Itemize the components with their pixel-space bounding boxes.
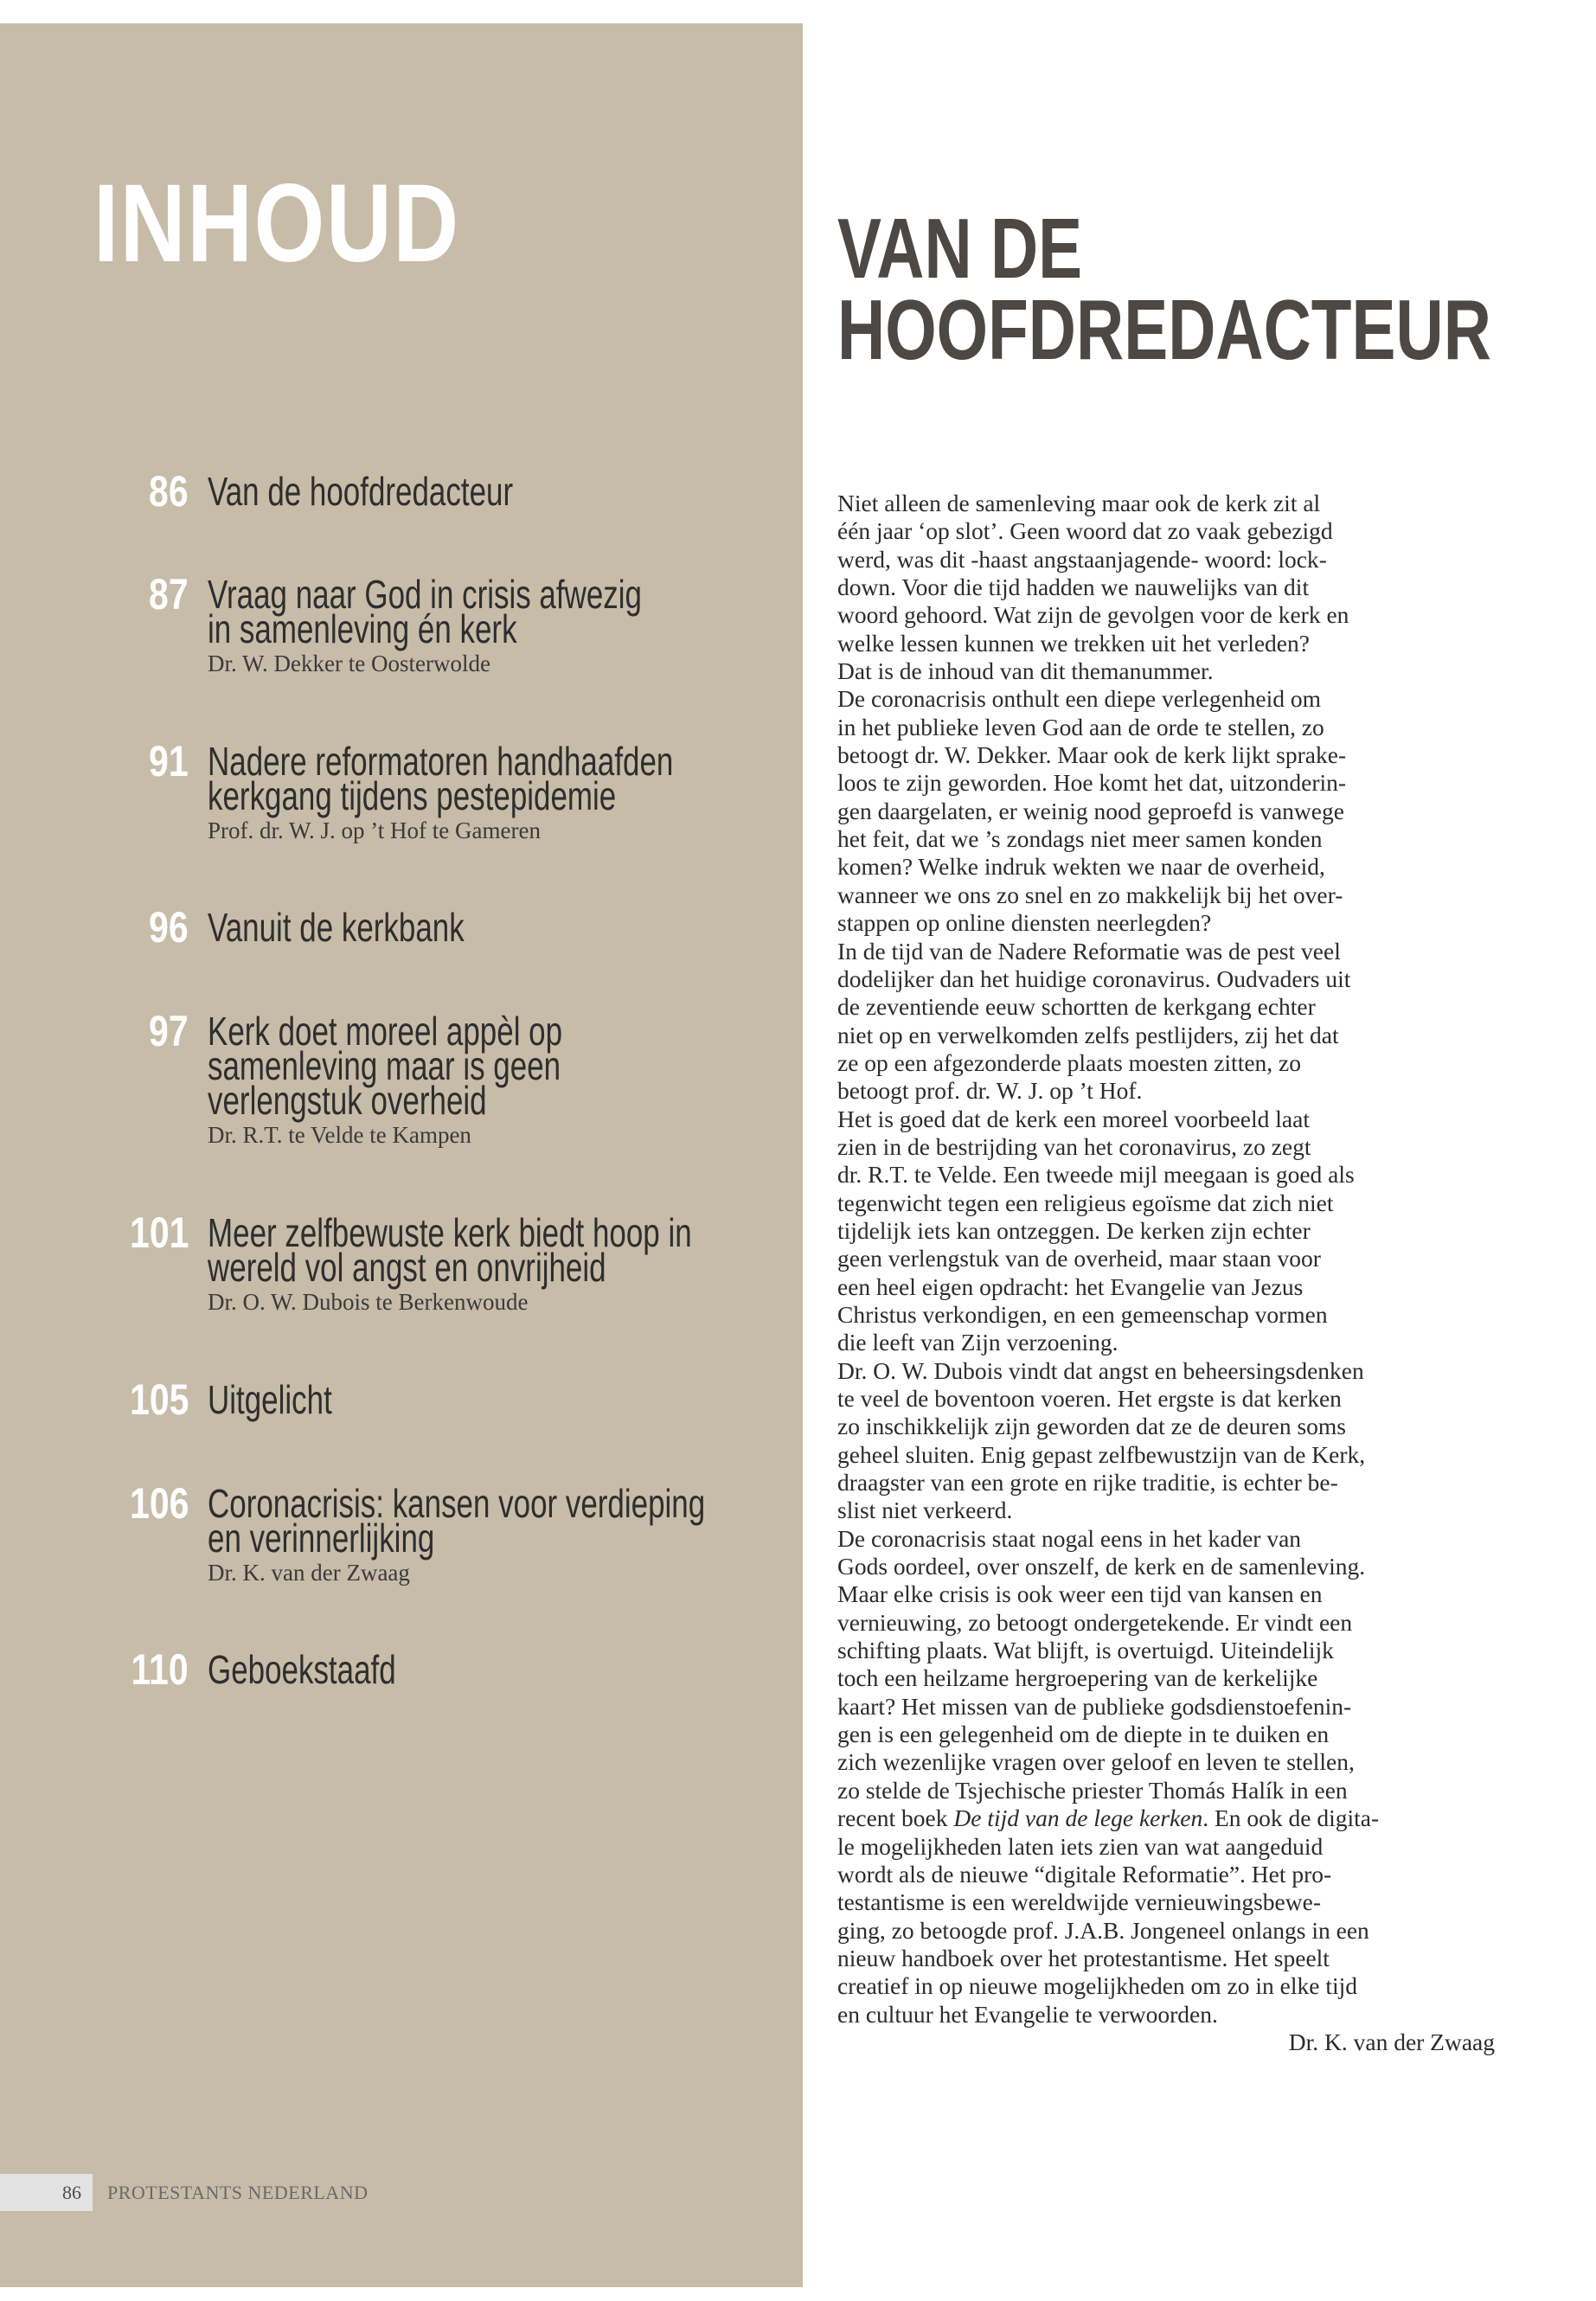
signature: Dr. K. van der Zwaag bbox=[1288, 2028, 1495, 2055]
page-number: 86 bbox=[62, 2182, 81, 2203]
toc-title bbox=[208, 469, 766, 514]
body-line: gen daargelaten, er weinig nood geproefd is vanwege bbox=[837, 797, 1344, 824]
body-line: het feit, dat we ’s zondags niet meer samen konden bbox=[837, 825, 1323, 853]
body-line: en cultuur het Evangelie te verwoorden. bbox=[837, 2000, 1218, 2028]
toc-title bbox=[208, 1210, 766, 1290]
toc-title-line: verlengstuk overheid bbox=[208, 1078, 487, 1123]
body-line: slist niet verkeerd. bbox=[837, 1497, 1013, 1524]
toc-page-number: 105 bbox=[129, 1375, 189, 1424]
toc-title-line: Meer zelfbewuste kerk biedt hoop in bbox=[208, 1210, 692, 1255]
body-line: schifting plaats. Wat blijft, is overtuigd. Uiteindelijk bbox=[837, 1637, 1334, 1664]
editorial-heading bbox=[837, 201, 1491, 377]
body-line: de zeventiende eeuw schortten de kerkgang echter bbox=[837, 993, 1316, 1021]
body-line: De coronacrisis staat nogal eens in het kader van bbox=[837, 1524, 1302, 1552]
body-line: geen verlengstuk van de overheid, maar staan voor bbox=[837, 1245, 1321, 1272]
body-line: woord gehoord. Wat zijn de gevolgen voor de kerk en bbox=[837, 601, 1349, 629]
body-line: Dr. O. W. Dubois vindt dat angst en beheersingsdenken bbox=[837, 1356, 1364, 1384]
body-line: le mogelijkheden laten iets zien van wat aangeduid bbox=[837, 1832, 1324, 1860]
body-line: testantisme is een wereldwijde vernieuwingsbewe- bbox=[837, 1888, 1321, 1916]
body-line: tijdelijk iets kan ontzeggen. De kerken zijn echter bbox=[837, 1216, 1311, 1244]
body-line: Gods oordeel, over onszelf, de kerk en de samenleving. bbox=[837, 1553, 1366, 1580]
body-line: nieuw handboek over het protestantisme. Het speelt bbox=[837, 1944, 1330, 1971]
body-line: gen is een gelegenheid om de diepte in te duiken en bbox=[837, 1721, 1330, 1748]
body-line: down. Voor die tijd hadden we nauwelijks van dit bbox=[837, 574, 1310, 601]
toc-title-line: Vanuit de kerkbank bbox=[208, 905, 465, 950]
body-line: komen? Welke indruk wekten we naar de overheid, bbox=[837, 853, 1325, 881]
toc-title-line: en verinnerlijking bbox=[208, 1516, 435, 1561]
toc-author: Dr. R.T. te Velde te Kampen bbox=[208, 1122, 471, 1148]
editorial-heading-line: HOOFDREDACTEUR bbox=[837, 282, 1491, 377]
toc-page-number: 86 bbox=[149, 467, 189, 516]
toc-page-number: 97 bbox=[149, 1007, 189, 1055]
toc-title-line: wereld vol angst en onvrijheid bbox=[208, 1245, 606, 1290]
body-line: ze op een afgezonderde plaats moesten zitten, zo bbox=[837, 1048, 1301, 1076]
body-line: Het is goed dat de kerk een moreel voorbeeld laat bbox=[837, 1105, 1310, 1132]
contents-heading: INHOUD bbox=[93, 162, 460, 285]
toc-title bbox=[208, 1009, 766, 1123]
toc-title-line: Coronacrisis: kansen voor verdieping bbox=[208, 1481, 706, 1526]
body-text: recent boek bbox=[837, 1804, 954, 1832]
body-line: draagster van een grote en rijke traditie, is echter be- bbox=[837, 1469, 1338, 1497]
body-line: De coronacrisis onthult een diepe verlegenheid om bbox=[837, 685, 1321, 713]
toc-title-line: Vraag naar God in crisis afwezig bbox=[208, 572, 642, 617]
toc-page-number: 91 bbox=[149, 737, 189, 785]
toc-page-number: 96 bbox=[149, 903, 189, 952]
body-line: zo stelde de Tsjechische priester Thomás Halík in een bbox=[837, 1776, 1348, 1804]
body-line: zien in de bestrijding van het coronavirus, zo zegt bbox=[837, 1132, 1311, 1160]
toc-title bbox=[208, 905, 766, 950]
body-line: niet op en verwelkomden zelfs pestlijders, zij het dat bbox=[837, 1021, 1339, 1048]
toc-title-line: in samenleving én kerk bbox=[208, 606, 517, 651]
toc-title bbox=[208, 1377, 766, 1422]
toc-author: Dr. O. W. Dubois te Berkenwoude bbox=[208, 1289, 529, 1315]
body-line: te veel de boventoon voeren. Het ergste is dat kerken bbox=[837, 1385, 1342, 1412]
editorial-body bbox=[837, 490, 1495, 2056]
body-line: stappen op online diensten neerlegden? bbox=[837, 909, 1212, 937]
body-line: wordt als de nieuwe “digitale Reformatie”. Het pro- bbox=[837, 1860, 1332, 1888]
editorial-heading-line: VAN DE bbox=[837, 201, 1083, 296]
body-line: wanneer we ons zo snel en zo makkelijk bij het over- bbox=[837, 881, 1343, 908]
toc-title bbox=[208, 739, 766, 818]
body-line: welke lessen kunnen we trekken uit het verleden? bbox=[837, 629, 1310, 657]
body-line: Dat is de inhoud van dit themanummer. bbox=[837, 657, 1214, 685]
toc-title-line: Kerk doet moreel appèl op bbox=[208, 1009, 563, 1054]
body-line: kaart? Het missen van de publieke godsdienstoefenin- bbox=[837, 1692, 1352, 1720]
toc-title-line: Uitgelicht bbox=[208, 1377, 332, 1422]
body-line: die leeft van Zijn verzoening. bbox=[837, 1329, 1118, 1356]
body-line: In de tijd van de Nadere Reformatie was de pest veel bbox=[837, 937, 1341, 965]
body-line: Niet alleen de samenleving maar ook de kerk zit al bbox=[837, 490, 1321, 516]
body-line: Maar elke crisis is ook weer een tijd van kansen en bbox=[837, 1580, 1323, 1608]
toc-title-line: kerkgang tijdens pestepidemie bbox=[208, 773, 617, 818]
toc-title bbox=[208, 1481, 766, 1561]
body-line: betoogt prof. dr. W. J. op ’t Hof. bbox=[837, 1077, 1143, 1105]
toc-title-line: samenleving maar is geen bbox=[208, 1043, 561, 1088]
toc-title bbox=[208, 1647, 766, 1692]
body-line: ging, zo betoogde prof. J.A.B. Jongeneel onlangs in een bbox=[837, 1916, 1369, 1944]
toc-title-line: Nadere reformatoren handhaafden bbox=[208, 739, 674, 784]
body-line: toch een heilzame hergroepering van de kerkelijke bbox=[837, 1664, 1318, 1692]
body-line: geheel sluiten. Enig gepast zelfbewustzijn van de Kerk, bbox=[837, 1440, 1366, 1468]
body-line: dodelijker dan het huidige coronavirus. Oudvaders uit bbox=[837, 965, 1351, 992]
toc-title bbox=[208, 572, 766, 651]
body-line: zo inschikkelijk zijn geworden dat ze de deuren soms bbox=[837, 1413, 1347, 1440]
toc-author: Dr. K. van der Zwaag bbox=[208, 1560, 410, 1586]
toc-page-number: 101 bbox=[129, 1208, 189, 1257]
toc-page-number: 87 bbox=[149, 570, 189, 619]
body-line: vernieuwing, zo betoogt ondergetekende. Er vindt een bbox=[837, 1608, 1353, 1636]
toc-author: Prof. dr. W. J. op ’t Hof te Gameren bbox=[208, 817, 541, 843]
body-line: creatief in op nieuwe mogelijkheden om zo in elke tijd bbox=[837, 1972, 1357, 2000]
body-line: in het publieke leven God aan de orde te stellen, zo bbox=[837, 713, 1324, 740]
body-line: één jaar ‘op slot’. Geen woord dat zo vaak gebezigd bbox=[837, 517, 1333, 545]
body-line: Christus verkondigen, en een gemeenschap vormen bbox=[837, 1300, 1328, 1328]
body-line bbox=[837, 1804, 1495, 1832]
toc-title-line: Van de hoofdredacteur bbox=[208, 469, 514, 514]
body-line: betoogt dr. W. Dekker. Maar ook de kerk lijkt sprake- bbox=[837, 741, 1347, 769]
body-line: dr. R.T. te Velde. Een tweede mijl meegaan is goed als bbox=[837, 1161, 1355, 1189]
toc-page-number: 110 bbox=[131, 1645, 189, 1694]
body-line: tegenwicht tegen een religieus egoïsme dat zich niet bbox=[837, 1189, 1334, 1216]
publication-name: PROTESTANTS NEDERLAND bbox=[107, 2182, 369, 2203]
body-line: werd, was dit -haast angstaanjagende- woord: lock- bbox=[837, 545, 1327, 573]
body-line: een heel eigen opdracht: het Evangelie van Jezus bbox=[837, 1272, 1304, 1300]
toc-page-number: 106 bbox=[129, 1479, 189, 1528]
body-text: . En ook de digita- bbox=[1202, 1804, 1380, 1832]
toc-author: Dr. W. Dekker te Oosterwolde bbox=[208, 651, 490, 676]
contents-panel bbox=[0, 23, 803, 2287]
body-line: zich wezenlijke vragen over geloof en leven te stellen, bbox=[837, 1748, 1355, 1776]
body-line: loos te zijn geworden. Hoe komt het dat, uitzonderin- bbox=[837, 769, 1347, 797]
toc-title-line: Geboekstaafd bbox=[208, 1647, 396, 1692]
book-title: De tijd van de lege kerken bbox=[953, 1804, 1203, 1832]
